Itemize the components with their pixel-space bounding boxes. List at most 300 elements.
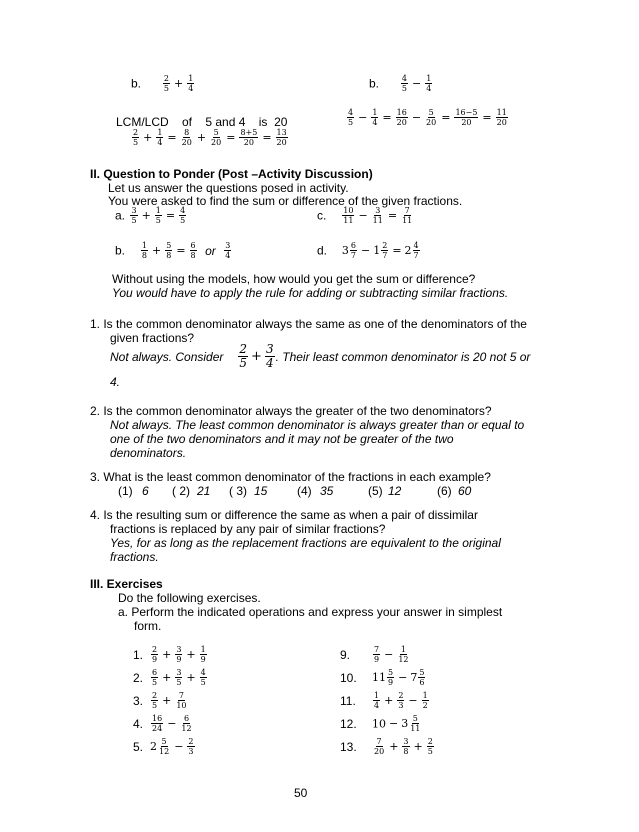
operator: + xyxy=(162,648,172,661)
fraction-term xyxy=(405,241,421,260)
operator: − xyxy=(412,77,422,90)
denominator: 20 xyxy=(496,118,507,127)
numerator: 2 xyxy=(382,241,388,250)
example-d xyxy=(317,241,421,260)
denominator: 11 xyxy=(402,216,413,225)
example-b-left-expr xyxy=(162,74,195,93)
numerator: 3 xyxy=(403,737,409,746)
fraction-term xyxy=(372,737,386,756)
right-work xyxy=(346,108,509,127)
exercise-number: 1. xyxy=(133,647,144,662)
fraction-term xyxy=(140,241,149,260)
fraction xyxy=(347,108,354,127)
question-2-answer-2: one of the two denominators and it may not be greater of the two xyxy=(110,432,454,446)
question-1-line-1: 1. Is the common denominator always the same as one of the denominators of the xyxy=(90,317,527,331)
operator: + xyxy=(162,671,172,684)
fraction xyxy=(401,206,413,225)
fraction-term xyxy=(424,108,438,127)
exercise-item xyxy=(340,645,411,664)
example-a-label: a. xyxy=(115,208,126,223)
fraction-term xyxy=(410,668,426,687)
q3-item-3-value: 15 xyxy=(254,484,268,498)
operator: − xyxy=(398,671,408,684)
fraction-term xyxy=(372,715,386,733)
operator: + xyxy=(186,671,196,684)
example-a xyxy=(115,206,187,225)
fraction xyxy=(427,737,434,756)
fraction xyxy=(187,737,194,756)
fraction-term xyxy=(373,241,389,260)
whole-number: 3 xyxy=(341,244,349,257)
operator: = xyxy=(392,244,402,257)
example-c-label: c. xyxy=(317,208,327,223)
denominator: 8 xyxy=(403,747,409,756)
denominator: 20 xyxy=(211,138,222,147)
example-b xyxy=(115,241,232,260)
numerator: 2 xyxy=(163,74,170,83)
fraction xyxy=(224,241,231,260)
fraction xyxy=(156,128,163,147)
denominator: 5 xyxy=(163,84,170,93)
whole-number: 11 xyxy=(372,671,386,684)
numerator: 8 xyxy=(184,128,190,137)
fraction-term xyxy=(275,128,289,147)
denominator: 4 xyxy=(374,701,380,710)
fraction xyxy=(418,668,425,687)
numerator: 2 xyxy=(133,128,139,137)
numerator: 7 xyxy=(404,206,410,215)
operator: = xyxy=(176,244,186,257)
q3-item-1-label: (1) xyxy=(118,484,133,498)
denominator: 5 xyxy=(427,747,433,756)
example-b-right-label: b. xyxy=(369,76,380,91)
numerator: 7 xyxy=(376,737,382,746)
fraction-term xyxy=(199,668,208,687)
denominator: 5 xyxy=(131,216,137,225)
numerator: 2 xyxy=(152,645,158,654)
operator: = xyxy=(167,131,177,144)
operator: − xyxy=(358,209,368,222)
q3-item-1-value: 6 xyxy=(142,484,149,498)
operator: + xyxy=(196,131,207,144)
operator: + xyxy=(186,648,196,661)
fraction-term xyxy=(154,206,163,225)
fraction-term xyxy=(178,206,187,225)
fraction-term xyxy=(396,691,405,710)
fraction-term xyxy=(372,645,381,664)
question-4-line-2: fractions is replaced by any pair of similar fractions? xyxy=(110,522,386,536)
numerator: 8+5 xyxy=(240,128,258,137)
denominator: 3 xyxy=(398,701,404,710)
fraction xyxy=(397,645,409,664)
exercise-expression xyxy=(372,691,430,710)
q3-item-6-label: (6) xyxy=(437,484,452,498)
fraction xyxy=(155,206,162,225)
section-3-heading: III. Exercises xyxy=(90,577,163,591)
denominator: 4 xyxy=(426,84,432,93)
fraction xyxy=(175,645,182,664)
fraction xyxy=(371,108,378,127)
numerator: 5 xyxy=(388,668,394,677)
exercise-number: 11. xyxy=(340,693,356,708)
fraction xyxy=(190,241,197,260)
numerator: 1 xyxy=(422,691,428,700)
numerator: 1 xyxy=(155,206,161,215)
question-1-answer xyxy=(110,343,530,370)
fraction-term xyxy=(174,668,183,687)
denominator: 5 xyxy=(180,216,186,225)
fraction-term xyxy=(372,691,381,710)
denominator: 5 xyxy=(401,84,408,93)
exercise-number: 5. xyxy=(133,739,144,754)
question-2-answer-3: denominators. xyxy=(110,446,187,460)
example-b-right xyxy=(369,74,433,93)
fraction xyxy=(496,108,508,127)
numerator: 16 xyxy=(152,714,163,723)
fraction-term xyxy=(342,241,358,260)
exercise-item xyxy=(133,645,208,664)
numerator: 1 xyxy=(200,645,206,654)
fraction xyxy=(132,128,139,147)
fraction xyxy=(342,206,354,225)
fraction-term xyxy=(426,737,435,756)
denominator: 7 xyxy=(382,251,388,260)
denominator: 20 xyxy=(426,118,437,127)
fraction xyxy=(372,206,384,225)
operator: = xyxy=(226,131,236,144)
denominator: 4 xyxy=(188,84,194,93)
operator: − xyxy=(384,648,394,661)
denominator: 7 xyxy=(350,251,357,260)
denominator: 5 xyxy=(152,701,158,710)
fraction-term xyxy=(400,206,414,225)
numerator: 3 xyxy=(176,645,182,654)
exercise-number: 2. xyxy=(133,670,144,685)
question-1-fraction-2 xyxy=(265,343,275,370)
operator: + xyxy=(384,694,394,707)
denominator: 5 xyxy=(133,138,139,147)
numerator: 2 xyxy=(188,737,194,746)
question-4-line-1: 4. Is the resulting sum or difference the same as when a pair of dissimilar xyxy=(90,508,478,522)
fraction-term xyxy=(371,206,385,225)
numerator: 6 xyxy=(152,668,158,677)
numerator: 5 xyxy=(428,108,434,117)
exercise-number: 10. xyxy=(340,670,357,685)
numerator: 11 xyxy=(496,108,507,117)
fraction xyxy=(350,241,357,260)
example-b-left xyxy=(131,74,195,93)
denominator: 11 xyxy=(372,216,383,225)
fraction-term xyxy=(186,74,195,93)
fraction-term xyxy=(495,108,509,127)
fraction-term xyxy=(150,691,159,710)
fraction-term xyxy=(395,108,409,127)
exercise-item xyxy=(340,737,435,756)
operator: + xyxy=(143,131,153,144)
example-c xyxy=(317,206,414,225)
lcm-line: LCM/LCD of 5 and 4 is 20 xyxy=(116,115,288,129)
numerator: 2 xyxy=(398,691,404,700)
fraction-term xyxy=(199,645,208,664)
denominator: 9 xyxy=(176,655,182,664)
numerator: 4 xyxy=(180,206,186,215)
fraction xyxy=(187,74,194,93)
section-3-a-line-2: form. xyxy=(134,619,162,633)
exercise-item xyxy=(340,714,422,733)
denominator: 20 xyxy=(396,118,407,127)
question-1-fraction-1-num: 2 xyxy=(239,342,248,356)
fraction-term xyxy=(180,128,194,147)
section-2-intro-2: You were asked to find the sum or difference of the given fractions. xyxy=(108,194,463,208)
fraction-term xyxy=(223,241,232,260)
exercise-number: 3. xyxy=(133,693,144,708)
numerator: 1 xyxy=(157,128,163,137)
fraction xyxy=(163,74,170,93)
exercise-item xyxy=(340,668,426,687)
q3-item-3-label: ( 3) xyxy=(229,484,247,498)
denominator: 8 xyxy=(141,251,148,260)
numerator: 3 xyxy=(225,241,231,250)
operator: + xyxy=(174,77,184,90)
numerator: 2 xyxy=(152,691,158,700)
operator: − xyxy=(389,717,399,730)
denominator: 12 xyxy=(398,655,409,664)
exercise-item xyxy=(340,691,430,710)
denominator: 5 xyxy=(176,678,182,687)
fraction-term xyxy=(174,645,183,664)
fraction-term xyxy=(131,128,140,147)
operator: = xyxy=(482,111,492,124)
question-2-answer-1: Not always. The least common denominator is always greater than or equal to xyxy=(110,418,525,432)
denominator: 5 xyxy=(348,118,354,127)
fraction-term xyxy=(155,128,164,147)
fraction xyxy=(396,108,408,127)
operator: + xyxy=(152,244,162,257)
fraction-term xyxy=(174,691,188,710)
fraction xyxy=(276,128,288,147)
numerator: 4 xyxy=(200,668,206,677)
question-1-plus: + xyxy=(251,349,262,364)
numerator: 16 xyxy=(396,108,407,117)
operator: + xyxy=(141,209,151,222)
operator: = xyxy=(262,131,272,144)
denominator: 8 xyxy=(166,251,172,260)
fraction xyxy=(401,74,408,93)
numerator: 1 xyxy=(372,108,378,117)
denominator: 9 xyxy=(200,655,206,664)
denominator: 12 xyxy=(181,724,192,733)
section-2-intro-1: Let us answer the questions posed in activity. xyxy=(108,181,349,195)
fraction-term xyxy=(424,74,433,93)
example-a-expr xyxy=(129,206,187,225)
denominator: 9 xyxy=(152,655,158,664)
numerator: 2 xyxy=(427,737,433,746)
fraction-term xyxy=(179,714,193,733)
fraction xyxy=(200,645,207,664)
numerator: 7 xyxy=(374,645,380,654)
fraction-term xyxy=(129,206,138,225)
fraction xyxy=(130,206,137,225)
denominator: 5 xyxy=(200,678,206,687)
example-b-alt xyxy=(223,241,232,260)
fraction xyxy=(180,714,192,733)
numerator: 5 xyxy=(412,714,418,723)
numerator: 6 xyxy=(350,241,357,250)
denominator: 5 xyxy=(155,216,161,225)
numerator: 1 xyxy=(188,74,194,83)
fraction-term xyxy=(370,108,379,127)
question-1-fraction-2-den: 4 xyxy=(265,356,274,370)
fraction xyxy=(454,108,478,127)
exercise-expression xyxy=(372,668,426,687)
fraction-term xyxy=(186,737,195,756)
denominator: 20 xyxy=(181,138,192,147)
fraction xyxy=(175,691,187,710)
numerator: 4 xyxy=(348,108,354,117)
q3-item-4-value: 35 xyxy=(320,484,334,498)
numerator: 13 xyxy=(276,128,287,137)
example-b-expr xyxy=(140,241,198,260)
exercise-item xyxy=(133,737,196,756)
fraction xyxy=(200,668,207,687)
exercise-expression xyxy=(150,668,208,687)
exercise-number: 4. xyxy=(133,716,144,731)
fraction-term xyxy=(189,241,198,260)
operator: − xyxy=(174,740,184,753)
numerator: 1 xyxy=(400,645,406,654)
question-1-answer-pre: Not always. Consider xyxy=(110,349,224,364)
fraction xyxy=(175,668,182,687)
answer-without-models: You would have to apply the rule for adding or subtracting similar fractions. xyxy=(112,286,509,300)
numerator: 4 xyxy=(413,241,419,250)
whole-number: 3 xyxy=(401,717,409,730)
q3-item-2-value: 21 xyxy=(197,484,211,498)
left-work xyxy=(131,128,289,147)
question-1-answer-post: . Their least common denominator is 20 not 5 or xyxy=(275,349,531,364)
fraction xyxy=(141,241,148,260)
numerator: 5 xyxy=(419,668,425,677)
fraction-term xyxy=(400,74,409,93)
operator: + xyxy=(162,694,172,707)
q3-item-5-label: (5) xyxy=(368,484,383,498)
whole-number: 2 xyxy=(404,244,412,257)
denominator: 4 xyxy=(225,251,231,260)
fraction-term xyxy=(401,714,422,733)
denominator: 3 xyxy=(188,747,194,756)
denominator: 10 xyxy=(176,701,187,710)
denominator: 12 xyxy=(159,747,170,756)
fraction xyxy=(425,74,432,93)
exercise-expression xyxy=(150,691,189,710)
fraction xyxy=(373,691,380,710)
fraction-term xyxy=(150,645,159,664)
denominator: 8 xyxy=(190,251,196,260)
exercise-item xyxy=(133,668,208,687)
whole-number: 2 xyxy=(150,740,157,753)
numerator: 6 xyxy=(190,241,196,250)
fraction xyxy=(210,128,222,147)
denominator: 11 xyxy=(410,724,421,733)
operator: − xyxy=(358,111,368,124)
fraction xyxy=(387,668,394,687)
denominator: 6 xyxy=(419,678,425,687)
fraction xyxy=(239,128,258,147)
question-2-line-1: 2. Is the common denominator always the greater of the two denominators? xyxy=(90,404,492,418)
operator: − xyxy=(411,111,422,124)
question-3-answers xyxy=(0,484,639,498)
question-3-line-1: 3. What is the least common denominator of the fractions in each example? xyxy=(90,470,491,484)
fraction-term xyxy=(401,737,410,756)
exercise-number: 12. xyxy=(340,716,357,731)
fraction xyxy=(425,108,437,127)
fraction xyxy=(402,737,409,756)
numerator: 16−5 xyxy=(455,108,478,117)
denominator: 11 xyxy=(343,216,354,225)
whole-number: 1 xyxy=(373,244,381,257)
question-1-fraction-1 xyxy=(238,343,248,370)
operator: + xyxy=(413,740,423,753)
denominator: 9 xyxy=(374,655,380,664)
fraction-term xyxy=(346,108,355,127)
operator: − xyxy=(167,717,177,730)
numerator: 3 xyxy=(176,668,182,677)
whole-number: 7 xyxy=(410,671,418,684)
exercise-expression xyxy=(372,645,411,664)
fraction xyxy=(373,737,385,756)
example-c-expr xyxy=(341,206,414,225)
exercise-number: 9. xyxy=(340,647,351,662)
denominator: 7 xyxy=(413,251,419,260)
fraction xyxy=(381,241,388,260)
question-4-answer-1: Yes, for as long as the replacement fractions are equivalent to the original xyxy=(110,536,501,550)
fraction-term xyxy=(238,128,259,147)
fraction xyxy=(409,714,421,733)
operator: − xyxy=(408,694,418,707)
numerator: 1 xyxy=(141,241,148,250)
fraction-term xyxy=(162,74,171,93)
numerator: 5 xyxy=(161,737,167,746)
denominator: 20 xyxy=(461,118,472,127)
question-1-fraction-1-den: 5 xyxy=(239,356,248,370)
exercise-number: 13. xyxy=(340,739,357,754)
exercise-expression xyxy=(150,714,194,733)
numerator: 4 xyxy=(401,74,408,83)
example-d-expr xyxy=(342,241,421,260)
q3-item-5-value: 12 xyxy=(388,484,402,498)
section-2-heading: II. Question to Ponder (Post –Activity Discussion) xyxy=(90,167,373,181)
fraction xyxy=(373,645,380,664)
denominator: 9 xyxy=(388,678,394,687)
exercise-item xyxy=(133,691,189,710)
fraction xyxy=(151,645,158,664)
q3-item-4-label: (4) xyxy=(297,484,312,498)
exercise-expression xyxy=(150,737,196,756)
q3-item-2-label: ( 2) xyxy=(172,484,190,498)
fraction xyxy=(422,691,429,710)
exercise-expression xyxy=(372,737,435,756)
operator: = xyxy=(382,111,392,124)
denominator: 20 xyxy=(243,138,254,147)
numerator: 5 xyxy=(166,241,172,250)
denominator: 4 xyxy=(372,118,378,127)
numerator: 10 xyxy=(343,206,354,215)
fraction xyxy=(413,241,420,260)
example-b-right-expr xyxy=(400,74,433,93)
page-number: 50 xyxy=(294,786,308,800)
q3-item-6-value: 60 xyxy=(458,484,472,498)
section-3-intro: Do the following exercises. xyxy=(118,591,261,605)
question-without-models: Without using the models, how would you get the sum or difference? xyxy=(112,272,476,286)
